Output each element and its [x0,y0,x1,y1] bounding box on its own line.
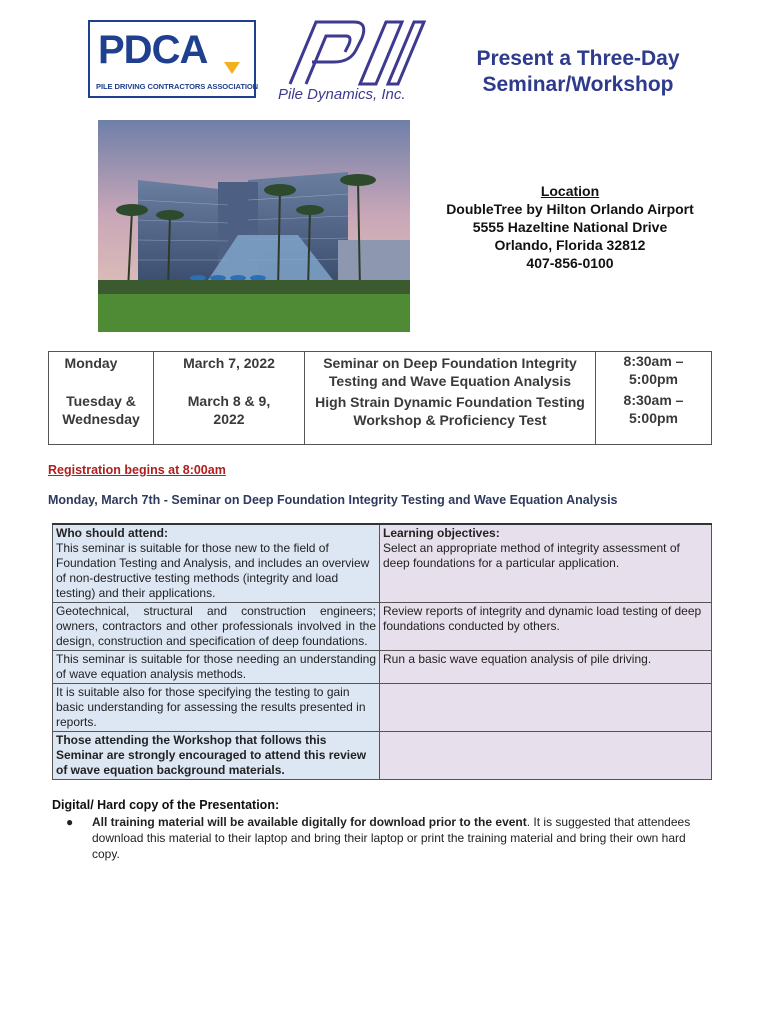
objective-cell-2: Run a basic wave equation analysis of pile driving. [380,651,712,684]
pdca-logo-letters: PDCA [98,28,208,72]
schedule-day-cell [49,352,154,445]
pdi-logo-mark [276,16,426,88]
bullet-icon: ● [66,815,74,829]
digital-copy-heading: Digital/ Hard copy of the Presentation: [52,798,280,812]
attend-cell-0 [53,524,380,603]
title-line-2: Seminar/Workshop [482,73,674,96]
schedule-event-tue-wed: High Strain Dynamic Foundation Testing Workshop & Proficiency Test [315,394,585,428]
who-should-attend-header: Who should attend: [56,526,168,540]
pdca-logo-association: PILE DRIVING CONTRACTORS ASSOCIATION [96,82,259,91]
objective-cell-1: Review reports of integrity and dynamic load testing of deep foundations conducted by others. [380,603,712,651]
pdi-logo [276,16,426,106]
digital-copy-text [92,814,706,862]
schedule-time-tue-wed: 8:30am – 5:00pm [623,392,684,426]
location-heading: Location [540,183,600,199]
location-city: Orlando, Florida 32812 [494,237,646,253]
digital-copy-rest: . It is suggested that attendees download this material to their laptop and bring their laptop or print the training material and bring their own hard copy. [92,815,691,861]
attend-cell-4: Those attending the Workshop that follows this Seminar are strongly encouraged to attend this review of wave equation background materials. [53,732,380,780]
objective-text-0: Select an appropriate method of integrity assessment of deep foundations for a particular application. [383,541,680,570]
location-street: 5555 Hazeltine National Drive [472,219,668,235]
table-row [53,732,712,780]
schedule-time-monday: 8:30am – 5:00pm [623,353,684,387]
title-line-1: Present a Three-Day [476,47,680,70]
pdi-logo-name: Pile Dynamics, Inc. [278,86,406,103]
location-venue: DoubleTree by Hilton Orlando Airport [446,201,694,217]
digital-copy-bold: All training material will be available digitally for download prior to the event [92,815,527,829]
schedule-event-cell [305,352,596,445]
attendance-table [52,523,712,780]
objective-cell-4 [380,732,712,780]
location-phone: 407-856-0100 [526,255,614,271]
schedule-event-monday: Seminar on Deep Foundation Integrity Testing and Wave Equation Analysis [323,355,577,389]
attend-text-0: This seminar is suitable for those new to the field of Foundation Testing and Analysis, and includes an overview of non-destructive testing methods (integrity and load testing) and their applications. [56,541,370,600]
table-row [53,684,712,732]
learning-objectives-header: Learning objectives: [383,526,500,540]
registration-note: Registration begins at 8:00am [48,463,226,477]
table-row [53,651,712,684]
digital-copy-bullet [66,814,706,862]
hotel-photo [98,120,410,332]
schedule-date-cell [154,352,305,445]
page-title [430,46,726,98]
schedule-table [48,351,712,445]
schedule-day-monday: Monday [64,355,118,371]
attend-cell-3: It is suitable also for those specifying the testing to gain basic understanding for assessing the results presented in reports. [53,684,380,732]
schedule-date-monday: March 7, 2022 [183,355,275,371]
monday-seminar-heading: Monday, March 7th - Seminar on Deep Foundation Integrity Testing and Wave Equation Analysis [48,493,618,507]
schedule-row [49,352,712,445]
objective-cell-3 [380,684,712,732]
table-row [53,603,712,651]
pdca-logo-triangle [224,62,240,74]
schedule-time-cell [596,352,712,445]
attend-cell-1: Geotechnical, structural and construction engineers; owners, contractors and other professionals involved in the design, construction and specification of deep foundations. [53,603,380,651]
schedule-date-tue-wed: March 8 & 9, 2022 [187,393,271,427]
pdca-logo [88,20,259,98]
schedule-day-tue-wed: Tuesday & Wednesday [62,393,140,427]
attend-cell-2: This seminar is suitable for those needing an understanding of wave equation analysis methods. [53,651,380,684]
location-block [420,182,720,272]
objective-cell-0 [380,524,712,603]
table-row [53,524,712,603]
